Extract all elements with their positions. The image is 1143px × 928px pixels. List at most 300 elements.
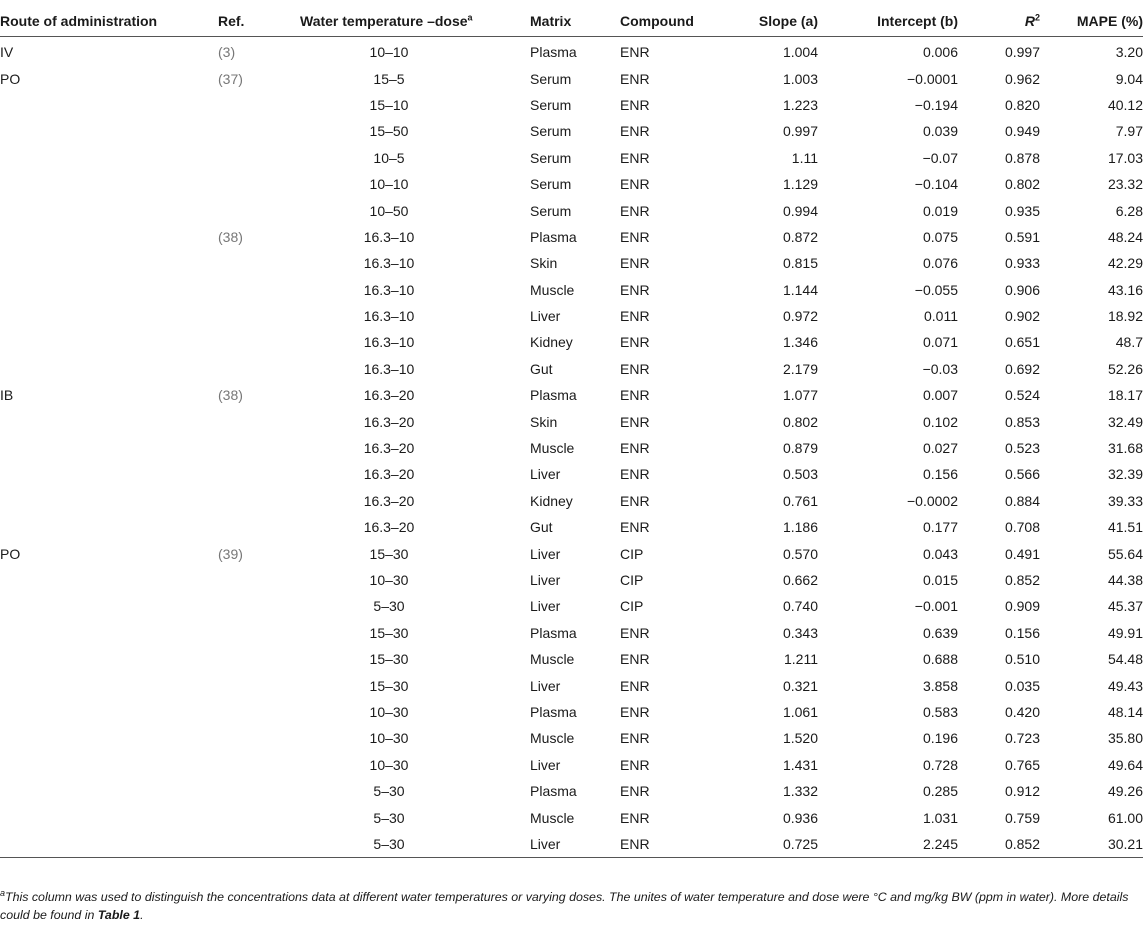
cell-water-temperature-dose: 16.3–20 — [363, 413, 415, 430]
cell-water-temperature-dose: 16.3–10 — [363, 360, 415, 377]
cell-slope: 0.761 — [782, 492, 818, 509]
cell-ref — [218, 752, 300, 778]
cell-slope: 0.872 — [782, 228, 818, 245]
cell-intercept: 0.102 — [922, 413, 958, 430]
cell-matrix: Liver — [530, 545, 561, 562]
table-row — [0, 250, 1143, 276]
cell-matrix: Plasma — [530, 228, 577, 245]
cell-water-temperature-dose: 15–30 — [369, 624, 409, 641]
cell-r-squared: 0.912 — [1004, 783, 1040, 800]
cell-water-temperature-dose: 16.3–20 — [363, 466, 415, 483]
cell-slope: 1.223 — [782, 96, 818, 113]
cell-route — [0, 646, 218, 672]
cell-water-temperature-dose: 10–30 — [369, 572, 409, 588]
cell-water-temperature-dose: 16.3–20 — [363, 387, 415, 404]
cell-mape: 30.21 — [1107, 835, 1143, 852]
header-matrix: Matrix — [530, 13, 572, 29]
cell-compound: ENR — [620, 492, 650, 509]
cell-slope: 1.144 — [782, 281, 818, 298]
cell-route — [0, 725, 218, 751]
cell-mape: 49.91 — [1107, 624, 1143, 641]
cell-compound: CIP — [620, 545, 644, 562]
cell-ref — [218, 725, 300, 751]
cell-ref — [218, 118, 300, 144]
cell-intercept: 0.583 — [922, 703, 958, 720]
cell-slope: 0.740 — [782, 598, 818, 615]
cell-ref — [218, 488, 300, 514]
cell-ref[interactable]: (39) — [218, 545, 243, 562]
header-row — [0, 6, 1143, 37]
cell-ref — [218, 514, 300, 540]
cell-matrix: Liver — [530, 598, 561, 615]
table-row — [0, 145, 1143, 171]
cell-route — [0, 197, 218, 223]
cell-water-temperature-dose: 16.3–10 — [363, 228, 415, 245]
table-row — [0, 408, 1143, 434]
cell-r-squared: 0.723 — [1004, 730, 1040, 747]
cell-slope: 1.186 — [782, 519, 818, 536]
cell-r-squared: 0.852 — [1004, 572, 1040, 588]
cell-r-squared: 0.523 — [1004, 440, 1040, 457]
cell-r-squared: 0.491 — [1004, 545, 1040, 562]
cell-intercept: 0.285 — [922, 783, 958, 800]
cell-ref[interactable]: (38) — [218, 387, 243, 404]
cell-water-temperature-dose: 16.3–20 — [363, 492, 415, 509]
cell-slope: 2.179 — [782, 360, 818, 377]
cell-r-squared: 0.035 — [1004, 677, 1040, 694]
table-row — [0, 382, 1143, 408]
cell-mape: 18.17 — [1107, 387, 1143, 404]
cell-matrix: Liver — [530, 677, 561, 694]
cell-compound: ENR — [620, 440, 650, 457]
cell-ref — [218, 356, 300, 382]
cell-compound: CIP — [620, 572, 644, 588]
cell-matrix: Liver — [530, 756, 561, 773]
cell-compound: ENR — [620, 783, 650, 800]
cell-intercept: −0.104 — [914, 176, 958, 193]
cell-ref — [218, 92, 300, 118]
header-ref: Ref. — [218, 13, 245, 29]
cell-route: PO — [0, 545, 21, 562]
cell-mape: 32.49 — [1107, 413, 1143, 430]
cell-slope: 0.815 — [782, 255, 818, 272]
cell-matrix: Serum — [530, 96, 572, 113]
table-row — [0, 488, 1143, 514]
cell-intercept: 0.006 — [922, 44, 958, 61]
cell-water-temperature-dose: 15–30 — [369, 677, 409, 694]
table-row — [0, 752, 1143, 778]
cell-ref — [218, 461, 300, 487]
cell-matrix: Skin — [530, 413, 558, 430]
cell-mape: 9.04 — [1115, 70, 1143, 87]
header-compound: Compound — [620, 13, 694, 29]
table-row — [0, 303, 1143, 329]
cell-water-temperature-dose: 10–50 — [369, 202, 409, 219]
table-row — [0, 778, 1143, 804]
cell-route — [0, 778, 218, 804]
cell-route: IV — [0, 44, 14, 61]
cell-water-temperature-dose: 16.3–20 — [363, 519, 415, 536]
table-row — [0, 277, 1143, 303]
cell-intercept: 0.043 — [922, 545, 958, 562]
cell-r-squared: 0.802 — [1004, 176, 1040, 193]
cell-r-squared: 0.651 — [1004, 334, 1040, 351]
cell-matrix: Serum — [530, 176, 572, 193]
cell-compound: ENR — [620, 96, 650, 113]
cell-compound: ENR — [620, 70, 650, 87]
table-row — [0, 197, 1143, 223]
cell-matrix: Serum — [530, 70, 572, 87]
cell-ref — [218, 778, 300, 804]
table-row — [0, 356, 1143, 382]
cell-r-squared: 0.935 — [1004, 202, 1040, 219]
cell-mape: 42.29 — [1107, 255, 1143, 272]
cell-intercept: 3.858 — [922, 677, 958, 694]
cell-compound: ENR — [620, 334, 650, 351]
cell-matrix: Kidney — [530, 492, 573, 509]
cell-slope: 0.802 — [782, 413, 818, 430]
table-row — [0, 171, 1143, 197]
cell-matrix: Liver — [530, 308, 561, 325]
cell-route — [0, 488, 218, 514]
cell-intercept: −0.07 — [922, 149, 958, 166]
data-table — [0, 6, 1143, 858]
cell-r-squared: 0.902 — [1004, 308, 1040, 325]
cell-mape: 41.51 — [1107, 519, 1143, 536]
cell-slope: 0.994 — [782, 202, 818, 219]
cell-mape: 7.97 — [1115, 123, 1143, 140]
cell-ref — [218, 408, 300, 434]
table-row — [0, 540, 1143, 566]
table-row — [0, 699, 1143, 725]
cell-ref — [218, 567, 300, 593]
cell-slope: 0.725 — [782, 835, 818, 852]
cell-matrix: Kidney — [530, 334, 573, 351]
cell-matrix: Plasma — [530, 703, 577, 720]
cell-water-temperature-dose: 15–30 — [369, 545, 409, 562]
cell-compound: ENR — [620, 228, 650, 245]
cell-r-squared: 0.591 — [1004, 228, 1040, 245]
cell-r-squared: 0.566 — [1004, 466, 1040, 483]
cell-route — [0, 804, 218, 830]
cell-water-temperature-dose: 10–5 — [373, 149, 405, 166]
cell-route — [0, 831, 218, 858]
cell-mape: 48.24 — [1107, 228, 1143, 245]
cell-ref — [218, 277, 300, 303]
table-row — [0, 92, 1143, 118]
cell-route — [0, 92, 218, 118]
cell-water-temperature-dose: 15–30 — [369, 651, 409, 668]
cell-matrix: Serum — [530, 123, 572, 140]
cell-slope: 0.570 — [782, 545, 818, 562]
cell-compound: ENR — [620, 519, 650, 536]
cell-matrix: Liver — [530, 835, 561, 852]
header-r-squared: $R^2$ — [1024, 12, 1040, 29]
cell-route — [0, 329, 218, 355]
cell-compound: ENR — [620, 44, 650, 61]
cell-mape: 61.00 — [1107, 809, 1143, 826]
cell-ref[interactable]: (3) — [218, 44, 236, 61]
cell-intercept: 0.076 — [922, 255, 958, 272]
cell-slope: 1.346 — [782, 334, 818, 351]
cell-water-temperature-dose: 16.3–20 — [363, 440, 415, 457]
cell-route — [0, 672, 218, 698]
cell-ref — [218, 593, 300, 619]
cell-r-squared: 0.420 — [1004, 703, 1040, 720]
header-route: Route of administration — [0, 13, 158, 29]
cell-ref — [218, 303, 300, 329]
cell-r-squared: 0.156 — [1004, 624, 1040, 641]
cell-slope: 0.662 — [782, 572, 818, 588]
cell-water-temperature-dose: 10–30 — [369, 756, 409, 773]
table-row — [0, 461, 1143, 487]
cell-intercept: −0.194 — [914, 96, 958, 113]
table-row — [0, 725, 1143, 751]
cell-r-squared: 0.765 — [1004, 756, 1040, 773]
cell-water-temperature-dose: 15–5 — [373, 70, 405, 87]
cell-intercept: 0.015 — [922, 572, 958, 588]
cell-matrix: Muscle — [530, 730, 575, 747]
cell-compound: ENR — [620, 651, 650, 668]
cell-r-squared: 0.708 — [1004, 519, 1040, 536]
cell-intercept: 0.639 — [922, 624, 958, 641]
cell-intercept: −0.03 — [922, 360, 958, 377]
table-row — [0, 620, 1143, 646]
cell-intercept: −0.001 — [914, 598, 958, 615]
cell-mape: 48.7 — [1115, 334, 1143, 351]
cell-mape: 55.64 — [1107, 545, 1143, 562]
footnote-text: This column was used to distinguish the concentrations data at different water temperatures or varying doses. The unites of water temperature and dose were °C and mg/kg BW (ppm in water). More details could be found in — [0, 890, 1129, 922]
cell-compound: ENR — [620, 149, 650, 166]
cell-water-temperature-dose: 15–10 — [369, 96, 409, 113]
cell-water-temperature-dose: 5–30 — [373, 598, 405, 615]
cell-compound: ENR — [620, 123, 650, 140]
cell-slope: 1.211 — [784, 651, 818, 668]
cell-route — [0, 620, 218, 646]
cell-slope: 1.129 — [782, 176, 818, 193]
cell-route — [0, 171, 218, 197]
cell-mape: 31.68 — [1107, 440, 1143, 457]
cell-intercept: 0.011 — [924, 308, 958, 325]
cell-intercept: −0.0001 — [907, 70, 958, 87]
footnote-table-link[interactable]: Table 1 — [97, 908, 141, 922]
cell-slope: 1.431 — [782, 756, 818, 773]
cell-mape: 3.20 — [1115, 44, 1143, 61]
cell-r-squared: 0.852 — [1004, 835, 1040, 852]
cell-compound: ENR — [620, 703, 650, 720]
cell-compound: ENR — [620, 281, 650, 298]
cell-mape: 49.43 — [1107, 677, 1143, 694]
cell-compound: ENR — [620, 730, 650, 747]
cell-slope: 1.061 — [782, 703, 818, 720]
cell-r-squared: 0.878 — [1004, 149, 1040, 166]
cell-intercept: 0.728 — [922, 756, 958, 773]
cell-slope: 0.343 — [782, 624, 818, 641]
cell-route — [0, 277, 218, 303]
cell-intercept: 1.031 — [922, 809, 958, 826]
cell-compound: ENR — [620, 308, 650, 325]
cell-water-temperature-dose: 10–30 — [369, 703, 409, 720]
cell-r-squared: 0.906 — [1004, 281, 1040, 298]
cell-compound: ENR — [620, 255, 650, 272]
cell-r-squared: 0.997 — [1004, 44, 1040, 61]
cell-intercept: 0.019 — [922, 202, 958, 219]
cell-mape: 35.80 — [1107, 730, 1143, 747]
cell-mape: 18.92 — [1107, 308, 1143, 325]
cell-slope: 1.004 — [782, 44, 818, 61]
cell-matrix: Plasma — [530, 783, 577, 800]
table-row — [0, 514, 1143, 540]
cell-ref — [218, 620, 300, 646]
cell-route — [0, 408, 218, 434]
cell-route — [0, 593, 218, 619]
cell-matrix: Serum — [530, 149, 572, 166]
cell-r-squared: 0.962 — [1004, 70, 1040, 87]
cell-matrix: Liver — [530, 466, 561, 483]
header-slope: Slope (a) — [758, 13, 818, 29]
table-row — [0, 37, 1143, 66]
cell-ref[interactable]: (37) — [218, 70, 243, 87]
cell-ref[interactable]: (38) — [218, 228, 243, 245]
cell-r-squared: 0.524 — [1004, 387, 1040, 404]
cell-mape: 54.48 — [1107, 651, 1143, 668]
table-row — [0, 435, 1143, 461]
cell-matrix: Plasma — [530, 44, 577, 61]
cell-r-squared: 0.820 — [1004, 96, 1040, 113]
cell-compound: ENR — [620, 466, 650, 483]
cell-mape: 6.28 — [1115, 202, 1143, 219]
table-row — [0, 65, 1143, 91]
cell-water-temperature-dose: 5–30 — [373, 809, 405, 826]
cell-r-squared: 0.909 — [1004, 598, 1040, 615]
cell-compound: CIP — [620, 598, 644, 615]
cell-ref — [218, 699, 300, 725]
cell-mape: 40.12 — [1107, 96, 1143, 113]
cell-ref — [218, 145, 300, 171]
cell-intercept: 0.196 — [922, 730, 958, 747]
cell-water-temperature-dose: 16.3–10 — [363, 334, 415, 351]
cell-intercept: −0.0002 — [907, 492, 958, 509]
cell-matrix: Gut — [530, 519, 553, 536]
cell-compound: ENR — [620, 360, 650, 377]
cell-intercept: 0.075 — [922, 228, 958, 245]
cell-water-temperature-dose: 5–30 — [373, 783, 405, 800]
cell-route — [0, 752, 218, 778]
cell-intercept: 0.071 — [922, 334, 958, 351]
cell-intercept: 0.177 — [922, 519, 958, 536]
table-row — [0, 672, 1143, 698]
footnote-marker: a — [0, 887, 6, 898]
cell-mape: 39.33 — [1107, 492, 1143, 509]
table-footnote: $^a$This column was used to distinguish the concentrations data at different water temperatures or varying doses. The unites of water temperature and dose were °C and mg/kg BW (ppm in water). More details could be found in Table 1. — [0, 887, 1129, 922]
cell-slope: 0.503 — [782, 466, 818, 483]
cell-ref — [218, 329, 300, 355]
cell-route — [0, 356, 218, 382]
cell-r-squared: 0.933 — [1004, 255, 1040, 272]
cell-compound: ENR — [620, 835, 650, 852]
cell-water-temperature-dose: 5–30 — [373, 835, 405, 852]
cell-water-temperature-dose: 15–50 — [369, 123, 409, 140]
cell-matrix: Plasma — [530, 624, 577, 641]
cell-route — [0, 224, 218, 250]
cell-mape: 44.38 — [1107, 572, 1143, 588]
table-row — [0, 567, 1143, 593]
cell-intercept: 0.039 — [922, 123, 958, 140]
cell-mape: 32.39 — [1107, 466, 1143, 483]
table-row — [0, 118, 1143, 144]
cell-r-squared: 0.759 — [1004, 809, 1040, 826]
cell-matrix: Muscle — [530, 651, 575, 668]
cell-route — [0, 567, 218, 593]
cell-matrix: Muscle — [530, 440, 575, 457]
cell-mape: 17.03 — [1107, 149, 1143, 166]
header-intercept: Intercept (b) — [877, 13, 958, 29]
cell-matrix: Muscle — [530, 809, 575, 826]
cell-compound: ENR — [620, 387, 650, 404]
cell-compound: ENR — [620, 677, 650, 694]
table-row — [0, 646, 1143, 672]
cell-slope: 0.997 — [782, 123, 818, 140]
cell-intercept: 0.688 — [922, 651, 958, 668]
cell-route — [0, 461, 218, 487]
cell-route — [0, 145, 218, 171]
cell-mape: 48.14 — [1107, 703, 1143, 720]
cell-slope: 1.520 — [782, 730, 818, 747]
cell-water-temperature-dose: 10–10 — [369, 44, 409, 61]
cell-compound: ENR — [620, 176, 650, 193]
cell-matrix: Muscle — [530, 281, 575, 298]
cell-compound: ENR — [620, 202, 650, 219]
cell-compound: ENR — [620, 809, 650, 826]
table-row — [0, 831, 1143, 858]
cell-water-temperature-dose: 16.3–10 — [363, 255, 415, 272]
cell-mape: 52.26 — [1107, 360, 1143, 377]
cell-matrix: Serum — [530, 202, 572, 219]
cell-matrix: Skin — [530, 255, 558, 272]
cell-slope: 1.11 — [791, 149, 818, 166]
table-row — [0, 224, 1143, 250]
cell-water-temperature-dose: 10–30 — [369, 730, 409, 747]
table-body — [0, 37, 1143, 858]
cell-intercept: 0.156 — [922, 466, 958, 483]
cell-mape: 43.16 — [1107, 281, 1143, 298]
cell-route — [0, 514, 218, 540]
cell-r-squared: 0.949 — [1004, 123, 1040, 140]
cell-matrix: Plasma — [530, 387, 577, 404]
cell-water-temperature-dose: 16.3–10 — [363, 281, 415, 298]
cell-ref — [218, 804, 300, 830]
header-mape: MAPE (%) — [1076, 13, 1143, 29]
cell-intercept: 0.007 — [922, 387, 958, 404]
cell-route — [0, 118, 218, 144]
cell-route: PO — [0, 70, 21, 87]
cell-r-squared: 0.884 — [1004, 492, 1040, 509]
cell-water-temperature-dose: 16.3–10 — [363, 308, 415, 325]
cell-mape: 45.37 — [1107, 598, 1143, 615]
header-water-temperature-dose: Water temperature –dose$^a$ — [300, 12, 473, 29]
cell-r-squared: 0.853 — [1004, 413, 1040, 430]
cell-route — [0, 699, 218, 725]
cell-route — [0, 250, 218, 276]
cell-mape: 49.64 — [1107, 756, 1143, 773]
cell-ref — [218, 171, 300, 197]
cell-slope: 0.321 — [782, 677, 818, 694]
cell-route — [0, 435, 218, 461]
cell-mape: 49.26 — [1107, 783, 1143, 800]
cell-ref — [218, 435, 300, 461]
cell-slope: 1.077 — [782, 387, 818, 404]
cell-ref — [218, 646, 300, 672]
